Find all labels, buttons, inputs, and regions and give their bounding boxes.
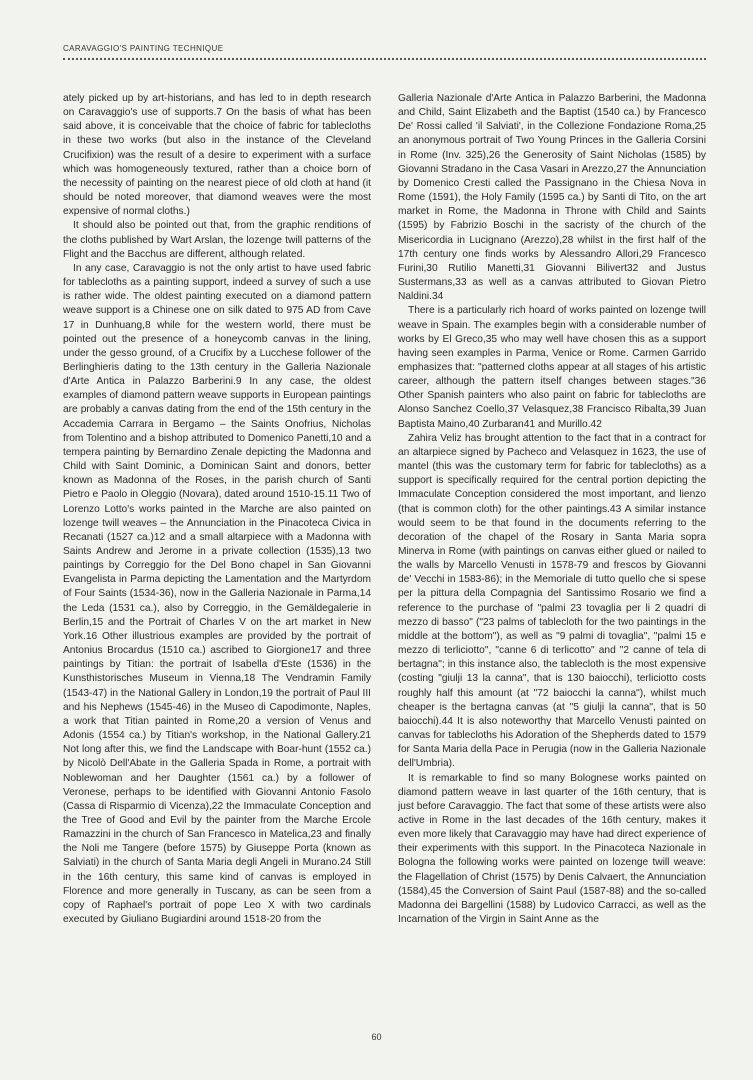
paragraph: Galleria Nazionale d'Arte Antica in Palazzo Barberini, the Madonna and Child, Saint Elizabeth and the Baptist (1540 ca.) by Francesco De' Rossi called 'il Salviati', in the Collezione Fondazione Roma,25 an anonymous portrait of Two Young Princes in the Galleria Corsini in Rome (Inv. 325),26 the Generosity of Saint Nicholas (1585) by Giovanni Stradano in the Casa Vasari in Arezzo,27 the Annunciation by Domenico Cresti called the Passignano in the Chiesa Nova in Rome (1591), the Holy Family (1595 ca.) by Santi di Tito, on the art market in Rome, the Madonna in Throne with Child and Saints (1595) by Fabrizio Boschi in the sacristy of the church of the Misericordia in Lucignano (Arezzo),28 whilst in the first half of the 17th century one finds works by Alessandro Allori,29 Francesco Furini,30 Rutilio Manetti,31 Giovanni Bilivert32 and Justus Sustermans,33 as well as a canvas attributed to Giovan Pietro Naldini.34: [398, 93, 706, 303]
paragraph: It should also be pointed out that, from the graphic renditions of the cloths published by Wart Arslan, the lozenge twill patterns of the Flight and the Bacchus are different, although related.: [63, 220, 371, 260]
left-text-column: [63, 92, 371, 927]
right-text-column: [398, 92, 706, 927]
paragraph: It is remarkable to find so many Bolognese works painted on diamond pattern weave in last quarter of the 16th century, that is just before Caravaggio. The fact that some of these artists were also active in Rome in the last decades of the 16th century, makes it even more likely that Caravaggio may have had direct experience of their experiments with this support. In the Pinacoteca Nazionale in Bologna the following works were painted on lozenge twill weave: the Flagellation of Christ (1575) by Denis Calvaert, the Annunciation (1584),45 the Conversion of Saint Paul (1587-88) and the so-called Madonna dei Bargellini (1588) by Ludovico Carracci, as well as the Incarnation of the Virgin in Saint Anne as the: [398, 772, 706, 926]
header-dotted-rule: [63, 58, 706, 60]
paragraph: ately picked up by art-historians, and has led to in depth research on Caravaggio's use of supports.7 On the basis of what has been said above, it is conceivable that the choice of fabric for tablecloths in these two works (but also in the instance of the Cleveland Crucifixion) was the result of a desire to experiment with a surface which was homogeneously textured, rather than a choice born of the necessity of painting on the nearest piece of old cloth at hand (it should be noted moreover, that diamond weaves were the most expensive of normal cloths.): [63, 93, 371, 218]
paragraph: Zahira Veliz has brought attention to the fact that in a contract for an altarpiece signed by Pacheco and Velasquez in 1623, the use of mantel (this was the customary term for fabric for tablecloths) as a support is specifically required for the central portion depicting the Immaculate Conception considered the most important, and lienzo (that is common cloth) for the other paintings.43 A similar instance would seem to be that found in the documents referring to the decoration of the chapel of the Rosary in Santa Maria sopra Minerva in Rome (with paintings on canvas either glued or nailed to the walls by Marcello Venusti in 1578-79 and frescos by Giovanni de' Vecchi in 1583-86); in the Memoriale di tutto quello che si spese per la pittura della Compagnia del Santissimo Rosario we find a reference to the purchase of "palmi 23 tovaglia per li 2 quadri di mezzo di basso" ("23 palms of tablecloth for the two paintings in the middle at the bottom"), as well as "9 palmi di tovaglia", "palmi 15 e mezzo di terliciotto", "canne 6 di terlicotto" and "2 canne of tela di bertagna"; in this instance also, the tablecloth is the most expensive (costing "giulji 13 la canna", that is 130 baiocchi), terliciotto costs roughly half this amount (at "72 baiocchi la canna"), whilst much cheaper is the bertagna canvas (at "5 giulji la canna", that is 50 baiocchi).44 It is also noteworthy that Marcello Venusti painted on canvas for tablecloths his Adoration of the Shepherds dated to 1579 for Santa Maria della Pace in Perugia (now in the Galleria Nazionale dell'Umbria).: [398, 432, 706, 770]
paragraph: In any case, Caravaggio is not the only artist to have used fabric for tablecloths as a painting support, indeed a survey of such a use is rather wide. The oldest painting executed on a diamond pattern weave support is a Chinese one on silk dated to 975 AD from Cave 17 in Dunhuang,8 while for the western world, there must be pointed out the presence of a honeycomb canvas in the lining, under the gesso ground, of a Crucifix by a Lucchese follower of the Berlinghieris dating to the 13th century in the Galleria Nazionale d'Arte Antica in Palazzo Barberini.9 In any case, the oldest examples of diamond pattern weave supports in European paintings are probably a canvas dating from the end of the 15th century in the Accademia Carrara in Bergamo – the Saints Onofrius, Nicholas from Tolentino and a bishop attributed to Domenico Panetti,10 and a tempera painting by Bernardino Zenale depicting the Madonna and Child with Saint Dominic, a Dominican Saint and donors, better known as Madonna of the Roses, in the parish church of Santi Pietro e Paolo in Oleggio (Novara), dated around 1510-15.11 Two of Lorenzo Lotto's works painted in the Marche are also painted on lozenge twill weaves – the Annunciation in the Pinacoteca Civica in Recanati (1527 ca.)12 and a small altarpiece with a Madonna with Saints Andrew and Jerome in a private collection (1535),13 two paintings by Correggio for the Del Bono chapel in San Giovanni Evangelista in Parma depicting the Lamentation and the Martyrdom of Four Saints (1534-36), now in the Galleria Nazionale in Parma,14 the Leda (1531 ca.), also by Correggio, in the Gemäldegalerie in Berlin,15 and the Portrait of Charles V on the art market in New York.16 Other illustrious examples are provided by the portrait of Antonius Brocardus (1510 ca.) ascribed to Giorgione17 and three paintings by Titian: the portrait of Isabella d'Este (1536) in the Kunsthistorisches Museum in Vienna,18 The Vendramin Family (1543-47) in the National Gallery in London,19 the portrait of Paul III and his Nephews (1545-46) in the Museo di Capodimonte, Naples, a work that Titian painted in Rome,20 a version of Venus and Adonis (1554 ca.) by Titian's workshop, in the National Gallery.21 Not long after this, we find the Landscape with Boar-hunt (1552 ca.) by Nicolò Dell'Abate in the Galleria Spada in Rome, a portrait with Noblewoman and her Daughter (1561 ca.) by a follower of Veronese, perhaps to be identified with Giovanni Antonio Fasolo (Cassa di Risparmio di Vicenza),22 the Immaculate Conception and the Tree of Good and Evil by the painter from the Marche Ercole Ramazzini in the church of San Francesco in Matelica,23 and finally the Noli me Tangere (before 1575) by Giuseppe Porta (known as Salviati) in the church of Santa Maria degli Angeli in Murano.24 Still in the 16th century, this same kind of canvas is employed in Florence and more generally in Tuscany, as can be seen from a copy of Raphael's portrait of pope Leo X with two cardinals executed by Giuliano Bugiardini around 1518-20 from the: [63, 262, 371, 926]
paragraph: There is a particularly rich hoard of works painted on lozenge twill weave in Spain. The examples begin with a considerable number of works by El Greco,35 who may well have chosen this as a support having seen examples in Parma, Venice or Rome. Carmen Garrido emphasizes that: "patterned cloths appear at all stages of his artistic career, although the pattern itself changes between stages."36 Other Spanish painters who also paint on fabric for tablecloths are Alonso Sanchez Coello,37 Velasquez,38 Francisco Ribalta,39 Juan Baptista Maino,40 Zurbaran41 and Murillo.42: [398, 305, 706, 430]
running-header: CARAVAGGIO'S PAINTING TECHNIQUE: [63, 44, 224, 53]
page-number: 60: [371, 1032, 382, 1042]
